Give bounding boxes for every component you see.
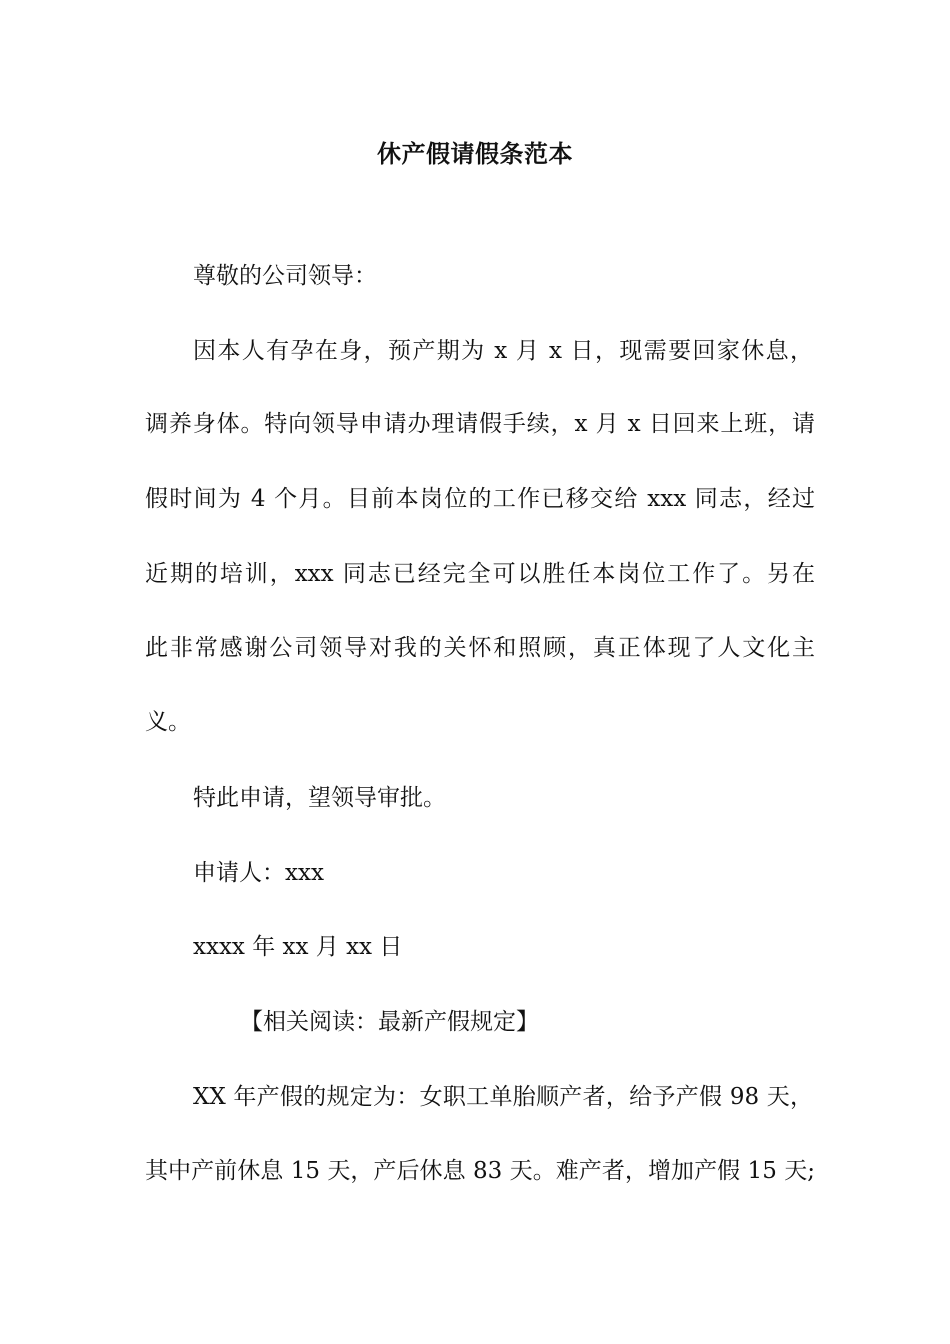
salutation: 尊敬的公司领导： xyxy=(193,263,377,289)
date-line: xxxx 年 xx 月 xx 日 xyxy=(193,934,403,960)
body-line-2: 调养身体。特向领导申请办理请假手续，x 月 x 日回来上班，请 xyxy=(145,411,815,437)
body-line-6: 义。 xyxy=(145,709,191,735)
related-line-1: XX 年产假的规定为：女职工单胎顺产者，给予产假 98 天， xyxy=(193,1084,813,1110)
body-line-5: 此非常感谢公司领导对我的关怀和照顾，真正体现了人文化主 xyxy=(145,635,815,661)
closing-text: 特此申请，望领导审批。 xyxy=(193,785,446,811)
body-line-3: 假时间为 4 个月。目前本岗位的工作已移交给 xxx 同志，经过 xyxy=(145,486,815,512)
related-reading-heading: 【相关阅读：最新产假规定】 xyxy=(240,1009,539,1035)
applicant-line: 申请人：xxx xyxy=(193,860,324,886)
body-line-4: 近期的培训，xxx 同志已经完全可以胜任本岗位工作了。另在 xyxy=(145,561,815,587)
body-line-1: 因本人有孕在身，预产期为 x 月 x 日，现需要回家休息， xyxy=(193,338,813,364)
document-title: 休产假请假条范本 xyxy=(377,139,573,168)
related-line-2: 其中产前休息 15 天，产后休息 83 天。难产者，增加产假 15 天; xyxy=(145,1158,815,1184)
